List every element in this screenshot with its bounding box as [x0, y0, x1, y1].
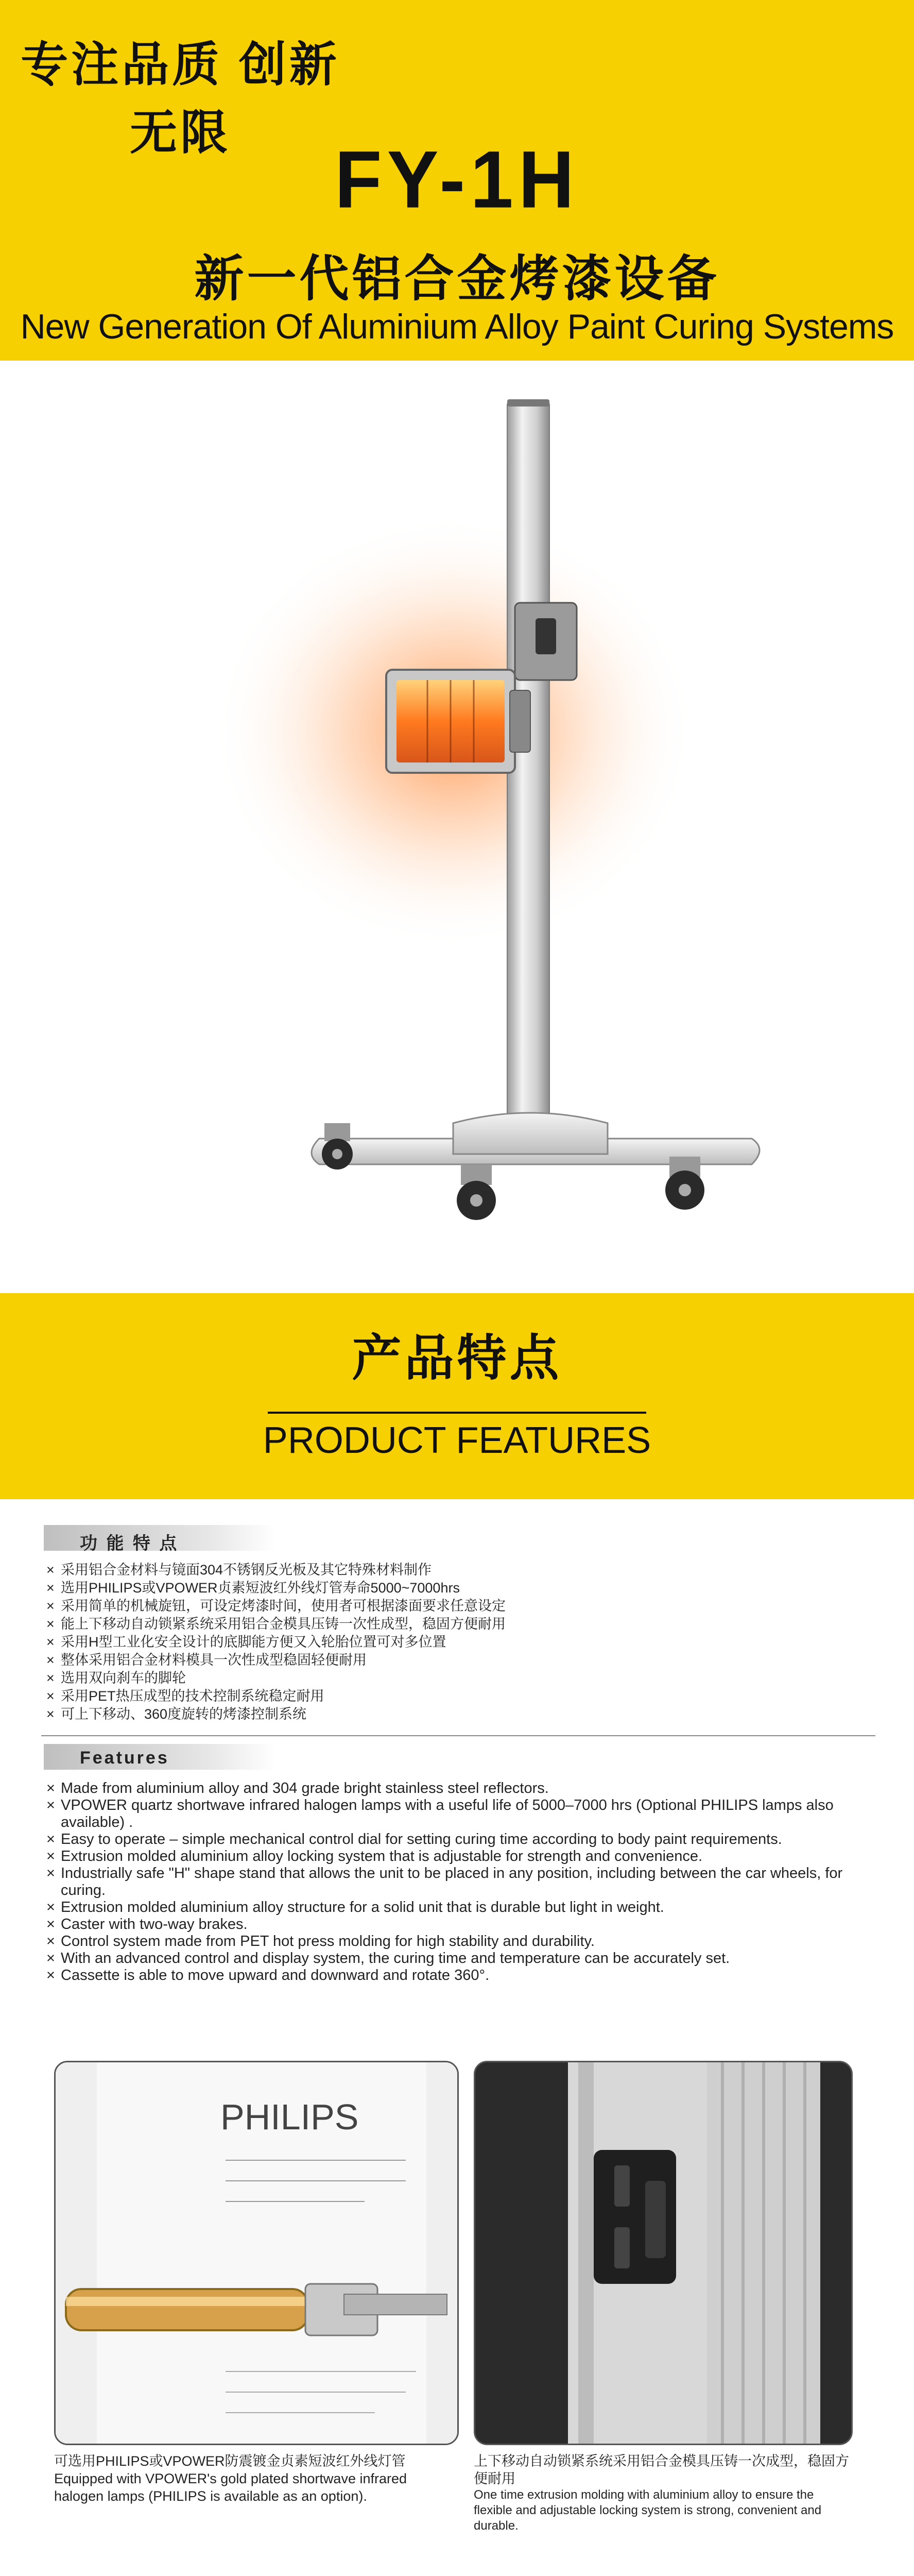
list-item: × 采用H型工业化安全设计的底脚能方便又入轮胎位置可对多位置: [46, 1633, 881, 1651]
list-item: × 选用PHILIPS或VPOWER贞素短波红外线灯管寿命5000~7000hrs: [46, 1579, 881, 1597]
title-en: New Generation Of Aluminium Alloy Paint Curing Systems: [20, 307, 894, 346]
divider: [268, 1412, 646, 1414]
lock-knob: [536, 618, 556, 654]
hero-banner: [0, 0, 914, 361]
cn-feature-list: [46, 1561, 881, 1723]
caption-lamp-tube: [54, 2452, 456, 2505]
features-header: [0, 1293, 914, 1499]
cn-features-tag-label: 功 能 特 点: [80, 1534, 179, 1553]
en-features-tag: [44, 1744, 275, 1770]
title-cn: 新一代铝合金烤漆设备: [194, 251, 720, 307]
gold-lamp-tube: [66, 2289, 308, 2330]
list-item: × Industrially safe "H" shape stand that allows the unit to be placed in any position, including between the car wheels, for curing.: [46, 1865, 881, 1899]
philips-brand: PHILIPS: [220, 2097, 359, 2137]
caption-cn: 上下移动自动锁紧系统采用铝合金模具压铸一次成型，稳固方便耐用: [474, 2453, 849, 2486]
list-item: × Extrusion molded aluminium alloy locking system that is adjustable for strength and convenience.: [46, 1848, 881, 1865]
photo-lock-system: [474, 2061, 853, 2445]
list-item: × 可上下移动、360度旋转的烤漆控制系统: [46, 1705, 881, 1723]
pole-cap: [507, 399, 549, 406]
en-features-tag-label: Features: [80, 1748, 169, 1768]
list-item: × With an advanced control and display system, the curing time and temperature can be accurately set.: [46, 1950, 881, 1967]
photo-lamp-tube: [54, 2061, 459, 2445]
list-item: × 采用PET热压成型的技术控制系统稳定耐用: [46, 1687, 881, 1705]
curing-lamp-illustration: [0, 361, 914, 1293]
product-image: [0, 361, 914, 1293]
list-item: × Cassette is able to move upward and downward and rotate 360°.: [46, 1967, 881, 1984]
list-item: × Made from aluminium alloy and 304 grade bright stainless steel reflectors.: [46, 1780, 881, 1797]
list-item: × 采用简单的机械旋钮，可设定烤漆时间，使用者可根据漆面要求任意设定: [46, 1597, 881, 1615]
slogan: 专注品质 创新无限: [21, 39, 340, 159]
caption-lock-system: [474, 2452, 850, 2534]
features-title-en: PRODUCT FEATURES: [263, 1420, 651, 1461]
features-title-cn: 产品特点: [352, 1331, 562, 1386]
list-item: × Caster with two-way brakes.: [46, 1916, 881, 1933]
lamp-tube-illustration: [56, 2062, 457, 2444]
caster-front-left: [457, 1164, 496, 1220]
caster-front-right: [665, 1157, 704, 1210]
list-item: × 采用铝合金材料与镜面304不锈钢反光板及其它特殊材料制作: [46, 1561, 881, 1579]
base-center: [453, 1113, 608, 1154]
cn-features-tag: [44, 1525, 275, 1551]
caption-cn: 可选用PHILIPS或VPOWER防震镀金贞素短波红外线灯管: [54, 2453, 406, 2469]
caster-back-left: [322, 1123, 353, 1170]
list-item: × VPOWER quartz shortwave infrared halogen lamps with a useful life of 5000–7000 hrs (Optional PHILIPS lamps also available) .: [46, 1797, 881, 1831]
list-item: × 能上下移动自动锁紧系统采用铝合金模具压铸一次性成型，稳固方便耐用: [46, 1615, 881, 1633]
en-feature-list: [46, 1780, 881, 1984]
list-item: × Control system made from PET hot press molding for high stability and durability.: [46, 1933, 881, 1950]
features-section: [0, 1499, 914, 2056]
list-item: × Easy to operate – simple mechanical control dial for setting curing time according to body paint requirements.: [46, 1831, 881, 1848]
lock-system-illustration: [475, 2062, 851, 2444]
detail-photos: [0, 2056, 914, 2576]
list-item: × 选用双向刹车的脚轮: [46, 1669, 881, 1687]
list-item: × Extrusion molded aluminium alloy structure for a solid unit that is durable but light in weight.: [46, 1899, 881, 1916]
caption-en: One time extrusion molding with aluminium alloy to ensure the flexible and adjustable locking system is strong, convenient and durable.: [474, 2488, 822, 2533]
caption-en: Equipped with VPOWER's gold plated shortwave infrared halogen lamps (PHILIPS is available as an option).: [54, 2471, 407, 2504]
lamp-pivot: [510, 690, 530, 752]
model-name: FY-1H: [334, 133, 580, 225]
divider: [41, 1735, 875, 1736]
list-item: × 整体采用铝合金材料模具一次性成型稳固轻便耐用: [46, 1651, 881, 1669]
